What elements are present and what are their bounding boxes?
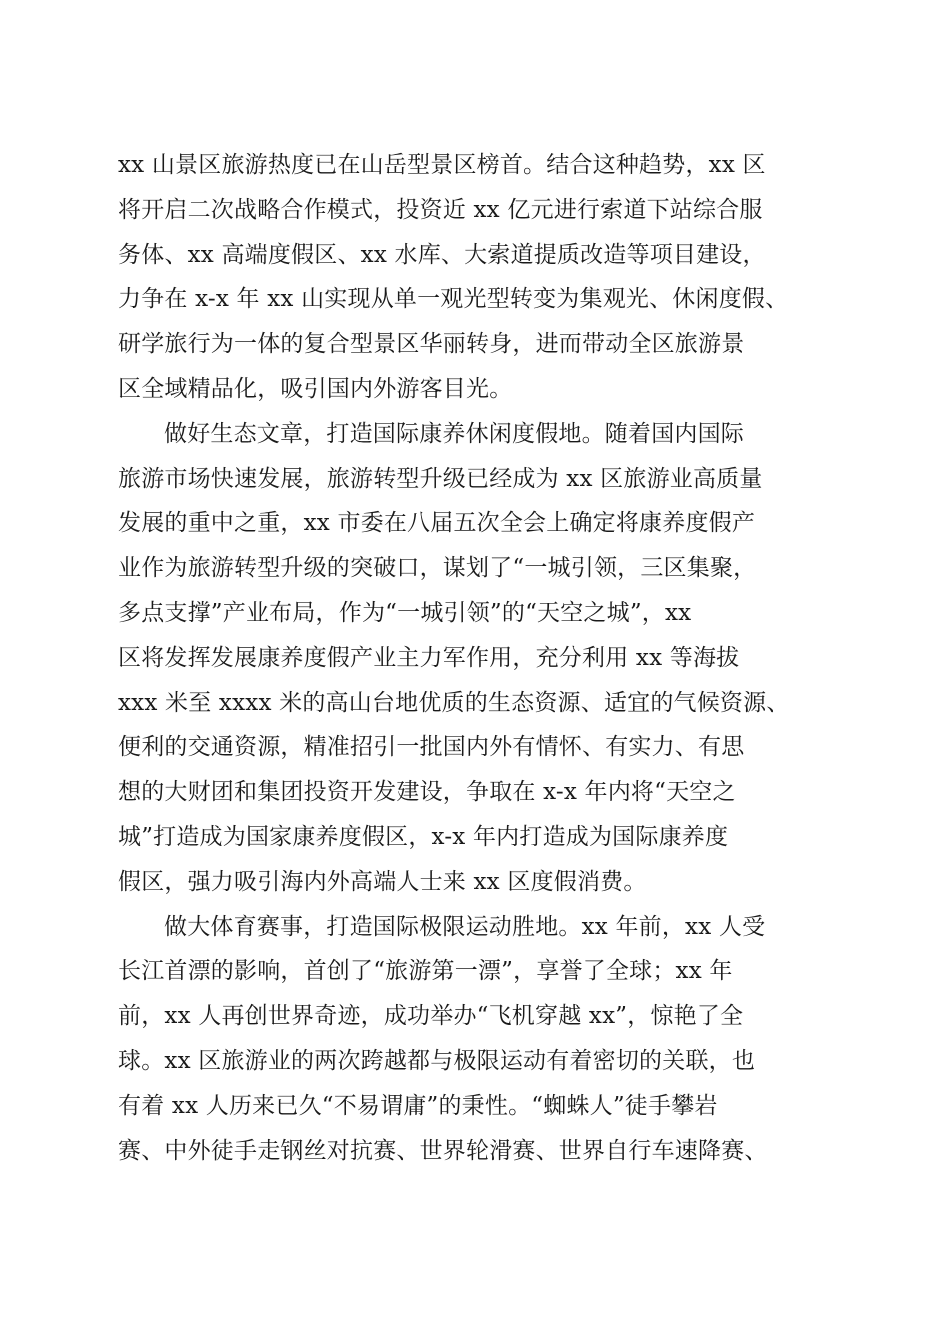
text-line: 便利的交通资源，精准招引一批国内外有情怀、有实力、有思 [118,734,745,761]
text-line: 赛、中外徒手走钢丝对抗赛、世界轮滑赛、世界自行车速降赛、 [118,1137,768,1164]
text-line: 做大体育赛事，打造国际极限运动胜地。xx 年前，xx 人受 [164,913,766,940]
text-line: 有着 xx 人历来已久“不易谓庸”的秉性。“蜘蛛人”徒手攀岩 [118,1092,718,1119]
text-line: 务体、xx 高端度假区、xx 水库、大索道提质改造等项目建设， [118,241,766,268]
text-line: 长江首漂的影响，首创了“旅游第一漂”，享誉了全球；xx 年 [118,958,733,985]
text-line: 发展的重中之重，xx 市委在八届五次全会上确定将康养度假产 [118,510,756,537]
text-line: 区将发挥发展康养度假产业主力军作用，充分利用 xx 等海拔 [118,644,740,671]
document-body [118,143,834,1173]
text-line: 多点支撑”产业布局，作为“一城引领”的“天空之城”，xx [118,599,692,626]
text-line: 旅游市场快速发展，旅游转型升级已经成为 xx 区旅游业高质量 [118,465,763,492]
text-line: 区全域精品化，吸引国内外游客目光。 [118,375,513,402]
text-line: 将开启二次战略合作模式，投资近 xx 亿元进行索道下站综合服 [118,196,763,223]
text-line: 球。xx 区旅游业的两次跨越都与极限运动有着密切的关联，也 [118,1047,756,1074]
paragraph-scenic-area [118,143,834,412]
text-line: 力争在 x-x 年 xx 山实现从单一观光型转变为集观光、休闲度假、 [118,286,789,313]
text-line: 想的大财团和集团投资开发建设，争取在 x-x 年内将“天空之 [118,779,736,806]
text-line: 城”打造成为国家康养度假区，x-x 年内打造成为国际康养度 [118,823,729,850]
text-line: 前，xx 人再创世界奇迹，成功举办“飞机穿越 xx”，惊艳了全 [118,1003,744,1030]
text-line: 研学旅行为一体的复合型景区华丽转身，进而带动全区旅游景 [118,331,745,358]
text-line: xx 山景区旅游热度已在山岳型景区榜首。结合这种趋势，xx 区 [118,152,766,178]
text-line: 业作为旅游转型升级的突破口，谋划了“一城引领，三区集聚， [118,555,757,582]
text-line: 假区，强力吸引海内外高端人士来 xx 区度假消费。 [118,868,647,895]
paragraph-extreme-sports [118,905,834,1174]
paragraph-eco-resort [118,412,834,905]
text-line: 做好生态文章，打造国际康养休闲度假地。随着国内国际 [164,420,744,447]
text-line: xxx 米至 xxxx 米的高山台地优质的生态资源、适宜的气候资源、 [118,689,790,716]
